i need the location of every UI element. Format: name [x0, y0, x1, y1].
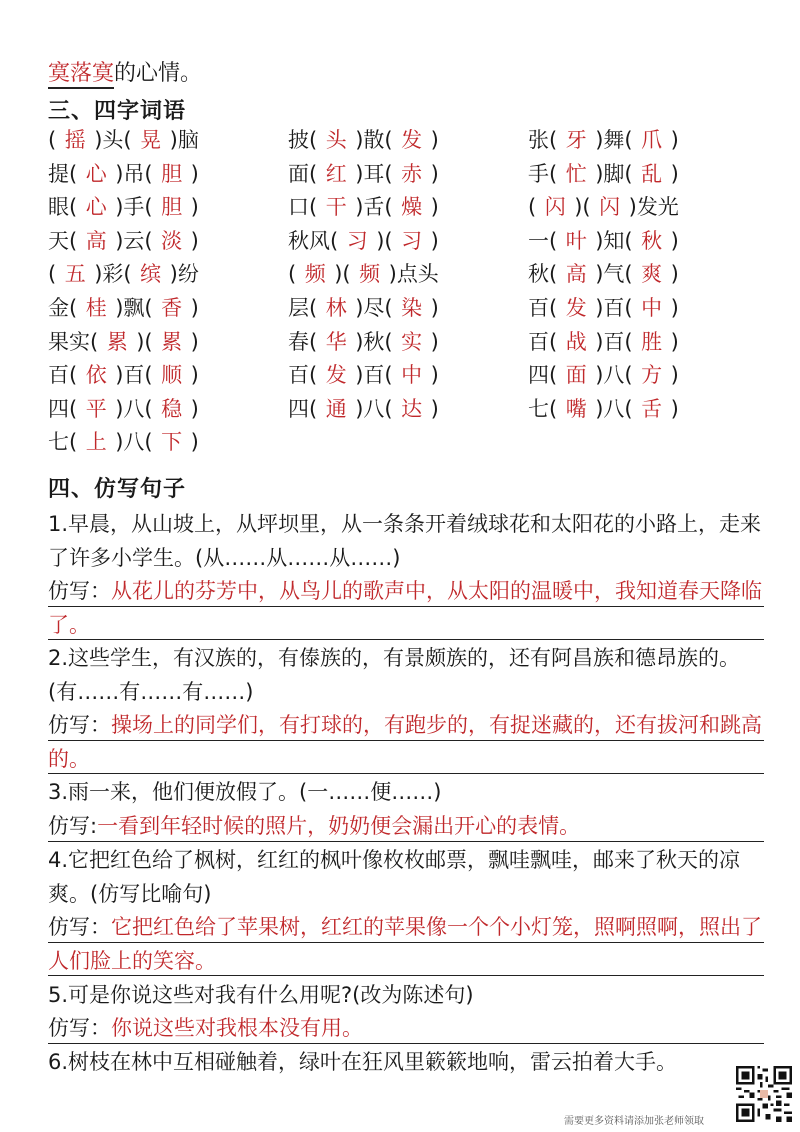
- paren: ): [595, 161, 604, 186]
- idiom-answer: 忙: [565, 161, 587, 186]
- idiom-item: [48, 191, 199, 221]
- idiom-text: 八: [363, 396, 385, 421]
- idiom-text: 果实: [48, 329, 90, 354]
- idiom-text: 百: [528, 295, 549, 320]
- idiom-answer: 稳: [161, 396, 183, 421]
- question-2: 2.这些学生，有汉族的，有傣族的，有景颇族的，还有阿昌族和德昂族的。(有……有……有……): [48, 646, 741, 704]
- paren: (: [624, 363, 633, 388]
- answer-label: 仿写:: [48, 814, 98, 838]
- idiom-item: [528, 191, 679, 221]
- idiom-answer: 胜: [641, 329, 663, 354]
- idiom-text: 八: [603, 363, 625, 388]
- idiom-item: [528, 158, 679, 188]
- idiom-answer: 面: [565, 363, 587, 388]
- answer-label: 仿写：: [48, 915, 111, 939]
- idiom-text: 彩: [102, 262, 124, 287]
- paren: (: [549, 396, 558, 421]
- paren: (: [384, 195, 393, 220]
- paren: (: [549, 161, 558, 186]
- paren: ): [94, 128, 103, 152]
- idiom-text: 散: [363, 128, 385, 152]
- paren: (: [384, 363, 393, 388]
- paren: (: [624, 329, 633, 354]
- idiom-grid: [48, 124, 768, 460]
- idiom-answer: 林: [325, 295, 347, 320]
- paren: ): [115, 161, 124, 186]
- idiom-answer: 中: [641, 295, 663, 320]
- answer-line: [48, 975, 764, 976]
- answer-label: 仿写：: [48, 579, 111, 603]
- idiom-answer: 淡: [161, 228, 183, 253]
- idiom-text: 一: [528, 228, 549, 253]
- idiom-text: 秋: [528, 262, 549, 287]
- idiom-answer: 胆: [161, 195, 183, 220]
- idiom-text: 百: [48, 363, 69, 388]
- paren: (: [624, 295, 633, 320]
- paren: (: [624, 228, 633, 253]
- paren: (: [384, 128, 393, 152]
- paren: ): [628, 195, 637, 220]
- idiom-text: 纷: [177, 262, 199, 287]
- idiom-text: 舞: [603, 128, 625, 152]
- question-5: 5.可是你说这些对我有什么用呢?(改为陈述句): [48, 983, 474, 1007]
- idiom-answer: 达: [401, 396, 423, 421]
- idiom-text: 点头: [396, 262, 439, 287]
- idiom-item: [528, 393, 679, 423]
- paren: (: [144, 195, 153, 220]
- answer-line: [48, 841, 764, 842]
- idiom-answer: 依: [85, 363, 107, 388]
- idiom-item: [288, 359, 439, 389]
- idiom-text: 秋: [363, 329, 385, 354]
- idiom-row: [48, 225, 768, 259]
- idiom-row: [48, 359, 768, 393]
- paren: (: [309, 128, 318, 152]
- paren: ): [430, 363, 439, 388]
- paren: (: [144, 228, 153, 253]
- answer-text: 一看到年轻时候的照片，奶奶便会漏出开心的表情。: [97, 814, 581, 838]
- question-6: 6.树枝在林中互相碰触着，绿叶在狂风里簌簌地响，雷云拍着大手。: [48, 1050, 678, 1074]
- idiom-answer: 舌: [641, 396, 663, 421]
- paren: ): [190, 161, 199, 186]
- idiom-text: 面: [288, 161, 309, 186]
- idiom-answer: 嘴: [565, 396, 587, 421]
- idiom-text: 秋风: [288, 228, 330, 253]
- idiom-answer: 摇: [64, 128, 86, 152]
- paren: ): [670, 363, 679, 388]
- idiom-item: [48, 225, 199, 255]
- idiom-answer: 累: [106, 329, 128, 354]
- idiom-item: [48, 393, 199, 423]
- idiom-text: 四: [288, 396, 309, 421]
- idiom-item: [288, 191, 439, 221]
- idiom-item: [48, 326, 199, 356]
- idiom-answer: 方: [641, 363, 663, 388]
- idiom-row: [48, 393, 768, 427]
- idiom-text: 口: [288, 195, 309, 220]
- carryover-answer: 寞落寞: [48, 61, 114, 89]
- paren: (: [69, 195, 78, 220]
- idiom-answer: 华: [325, 329, 347, 354]
- idiom-answer: 习: [401, 228, 423, 253]
- paren: (: [384, 295, 393, 320]
- paren: (: [384, 329, 393, 354]
- paren: ): [595, 329, 604, 354]
- paren: ): [670, 128, 679, 152]
- idiom-text: 飘: [123, 295, 145, 320]
- paren: (: [549, 363, 558, 388]
- paren: (: [549, 228, 558, 253]
- carryover-rest: 的心情。: [114, 61, 203, 86]
- paren: ): [595, 262, 604, 287]
- idiom-text: 披: [288, 128, 309, 152]
- idiom-answer: 频: [359, 262, 381, 287]
- paren: (: [48, 262, 57, 287]
- idiom-text: 手: [123, 195, 145, 220]
- paren: ): [190, 396, 199, 421]
- paren: (: [144, 161, 153, 186]
- idiom-text: 气: [603, 262, 625, 287]
- paren: ): [355, 161, 364, 186]
- idiom-item: [288, 326, 439, 356]
- paren: (: [288, 262, 297, 287]
- answer-3: [48, 810, 764, 844]
- paren: (: [384, 228, 393, 253]
- paren: ): [169, 262, 178, 287]
- paren: ): [430, 228, 439, 253]
- answer-text: 它把红色给了苹果树，红红的苹果像一个个小灯笼，照啊照啊，照出了人们脸上的笑容。: [48, 915, 762, 973]
- idiom-answer: 桂: [85, 295, 107, 320]
- paren: (: [528, 195, 537, 220]
- paren: (: [69, 228, 78, 253]
- idiom-item: [288, 225, 439, 255]
- idiom-answer: 中: [401, 363, 423, 388]
- idiom-answer: 牙: [565, 128, 587, 152]
- paren: (: [123, 262, 132, 287]
- idiom-answer: 赤: [401, 161, 423, 186]
- paren: (: [69, 161, 78, 186]
- idiom-text: 知: [603, 228, 625, 253]
- idiom-text: 春: [288, 329, 309, 354]
- idiom-answer: 香: [161, 295, 183, 320]
- idiom-answer: 五: [64, 262, 86, 287]
- idiom-item: [288, 393, 439, 423]
- idiom-item: [48, 292, 199, 322]
- paren: ): [190, 195, 199, 220]
- idiom-text: 头: [102, 128, 124, 152]
- idiom-item: [528, 124, 679, 154]
- answer-line: [48, 606, 764, 607]
- paren: (: [144, 430, 153, 455]
- idiom-text: 尽: [363, 295, 385, 320]
- idiom-answer: 秋: [641, 228, 663, 253]
- paren: ): [190, 228, 199, 253]
- paren: ): [430, 329, 439, 354]
- paren: ): [115, 363, 124, 388]
- paren: (: [309, 396, 318, 421]
- idiom-text: 八: [123, 430, 145, 455]
- paren: (: [309, 295, 318, 320]
- answer-text: 你说这些对我根本没有用。: [111, 1016, 363, 1040]
- idiom-answer: 叶: [565, 228, 587, 253]
- idiom-answer: 下: [161, 430, 183, 455]
- idiom-answer: 实: [401, 329, 423, 354]
- idiom-text: 百: [528, 329, 549, 354]
- paren: ): [115, 295, 124, 320]
- answer-label: 仿写：: [48, 713, 111, 737]
- paren: ): [595, 128, 604, 152]
- idiom-row: [48, 124, 768, 158]
- idiom-answer: 心: [85, 195, 107, 220]
- paren: (: [144, 363, 153, 388]
- idiom-answer: 发: [401, 128, 423, 152]
- idiom-answer: 晃: [140, 128, 162, 152]
- idiom-text: 天: [48, 228, 69, 253]
- paren: ): [94, 262, 103, 287]
- paren: (: [309, 161, 318, 186]
- idiom-answer: 爪: [641, 128, 663, 152]
- idiom-text: 提: [48, 161, 69, 186]
- idiom-answer: 缤: [140, 262, 162, 287]
- qr-code-icon: [736, 1066, 792, 1122]
- paren: (: [309, 363, 318, 388]
- idiom-answer: 红: [325, 161, 347, 186]
- paren: ): [670, 396, 679, 421]
- paren: ): [190, 430, 199, 455]
- paren: (: [624, 262, 633, 287]
- footer-note: 需要更多资料请添加张老师领取: [564, 1116, 704, 1127]
- idiom-text: 百: [288, 363, 309, 388]
- paren: ): [430, 161, 439, 186]
- paren: (: [69, 295, 78, 320]
- paren: ): [430, 195, 439, 220]
- paren: (: [69, 430, 78, 455]
- paren: ): [430, 396, 439, 421]
- answer-text: 操场上的同学们，有打球的，有跑步的，有捉迷藏的，还有拔河和跳高的。: [48, 713, 762, 771]
- paren: (: [549, 262, 558, 287]
- idiom-item: [48, 124, 199, 154]
- paren: (: [342, 262, 351, 287]
- paren: (: [549, 329, 558, 354]
- paren: ): [115, 396, 124, 421]
- paren: (: [48, 128, 57, 152]
- paren: ): [169, 128, 178, 152]
- idiom-item: [528, 326, 679, 356]
- idiom-item: [288, 258, 439, 288]
- paren: (: [69, 363, 78, 388]
- question-3: 3.雨一来，他们便放假了。(一……便……): [48, 780, 442, 804]
- question-4: 4.它把红色给了枫树，红红的枫叶像枚枚邮票，飘哇飘哇，邮来了秋天的凉爽。(仿写比喻句): [48, 848, 741, 906]
- idiom-row: [48, 191, 768, 225]
- idiom-text: 舌: [363, 195, 385, 220]
- idiom-row: [48, 258, 768, 292]
- idiom-item: [48, 158, 199, 188]
- section3-title: 三、四字词语: [48, 99, 187, 124]
- idiom-item: [528, 359, 679, 389]
- idiom-text: 云: [123, 228, 145, 253]
- idiom-answer: 爽: [641, 262, 663, 287]
- paren: ): [355, 295, 364, 320]
- idiom-text: 四: [48, 396, 69, 421]
- idiom-text: 八: [123, 396, 145, 421]
- idiom-answer: 平: [85, 396, 107, 421]
- idiom-row: [48, 158, 768, 192]
- idiom-text: 百: [603, 295, 625, 320]
- paren: (: [384, 396, 393, 421]
- paren: ): [670, 228, 679, 253]
- question-1: 1.早晨，从山坡上，从坪坝里，从一条条开着绒球花和太阳花的小路上，走来了许多小学生。(从……从……从……): [48, 512, 762, 570]
- paren: ): [355, 128, 364, 152]
- idiom-item: [48, 426, 199, 456]
- idiom-answer: 战: [565, 329, 587, 354]
- paren: ): [595, 228, 604, 253]
- idiom-text: 发光: [636, 195, 679, 220]
- paren: (: [330, 228, 339, 253]
- idiom-text: 四: [528, 363, 549, 388]
- idiom-answer: 头: [325, 128, 347, 152]
- idiom-text: 脑: [177, 128, 199, 152]
- idiom-text: 吊: [123, 161, 145, 186]
- paren: (: [384, 161, 393, 186]
- paren: ): [595, 363, 604, 388]
- paren: ): [595, 295, 604, 320]
- idiom-text: 百: [123, 363, 145, 388]
- idiom-item: [528, 225, 679, 255]
- paren: (: [549, 295, 558, 320]
- paren: ): [376, 228, 385, 253]
- paren: (: [549, 128, 558, 152]
- paren: ): [670, 161, 679, 186]
- paren: ): [190, 295, 199, 320]
- idiom-answer: 通: [325, 396, 347, 421]
- answer-line: [48, 773, 764, 774]
- idiom-answer: 燥: [401, 195, 423, 220]
- answer-line: [48, 1043, 764, 1044]
- paren: ): [190, 329, 199, 354]
- answer-label: 仿写：: [48, 1016, 111, 1040]
- idiom-item: [288, 158, 439, 188]
- answer-line: [48, 639, 764, 640]
- idiom-row: [48, 326, 768, 360]
- paren: (: [624, 161, 633, 186]
- idiom-answer: 乱: [641, 161, 663, 186]
- idiom-answer: 染: [401, 295, 423, 320]
- idiom-text: 眼: [48, 195, 69, 220]
- idiom-text: 百: [603, 329, 625, 354]
- idiom-answer: 心: [85, 161, 107, 186]
- idiom-answer: 闪: [599, 195, 621, 220]
- idiom-text: 手: [528, 161, 549, 186]
- idiom-answer: 顺: [161, 363, 183, 388]
- paren: ): [595, 396, 604, 421]
- answer-1: [48, 575, 764, 642]
- paren: (: [624, 396, 633, 421]
- idiom-text: 七: [48, 430, 69, 455]
- idiom-answer: 高: [85, 228, 107, 253]
- paren: ): [355, 363, 364, 388]
- idiom-answer: 上: [85, 430, 107, 455]
- paren: (: [582, 195, 591, 220]
- paren: ): [355, 329, 364, 354]
- paren: (: [309, 195, 318, 220]
- idiom-answer: 高: [565, 262, 587, 287]
- paren: (: [144, 396, 153, 421]
- idiom-answer: 累: [161, 329, 183, 354]
- idiom-answer: 闪: [544, 195, 566, 220]
- answer-line: [48, 740, 764, 741]
- paren: (: [90, 329, 99, 354]
- paren: (: [144, 295, 153, 320]
- answer-text: 从花儿的芬芳中，从鸟儿的歌声中，从太阳的温暖中，我知道春天降临了。: [48, 579, 762, 637]
- paren: (: [309, 329, 318, 354]
- idiom-text: 七: [528, 396, 549, 421]
- paren: ): [115, 228, 124, 253]
- paren: ): [190, 363, 199, 388]
- idiom-answer: 发: [565, 295, 587, 320]
- idiom-item: [528, 292, 679, 322]
- idiom-item: [288, 292, 439, 322]
- paren: ): [430, 295, 439, 320]
- idiom-item: [528, 258, 679, 288]
- idiom-row: [48, 292, 768, 326]
- paren: ): [355, 195, 364, 220]
- paren: ): [670, 262, 679, 287]
- idiom-text: 层: [288, 295, 309, 320]
- carryover-line: [48, 56, 202, 87]
- paren: (: [624, 128, 633, 152]
- idiom-text: 脚: [603, 161, 625, 186]
- idiom-item: [48, 359, 199, 389]
- paren: ): [388, 262, 397, 287]
- idiom-answer: 频: [304, 262, 326, 287]
- paren: (: [69, 396, 78, 421]
- paren: (: [123, 128, 132, 152]
- idiom-text: 耳: [363, 161, 385, 186]
- idiom-item: [48, 258, 199, 288]
- idiom-answer: 习: [346, 228, 368, 253]
- section4-title: 四、仿写句子: [48, 477, 187, 502]
- paren: ): [670, 295, 679, 320]
- answer-5: [48, 1012, 764, 1046]
- idiom-text: 金: [48, 295, 69, 320]
- answer-2: [48, 709, 764, 776]
- paren: ): [355, 396, 364, 421]
- idiom-answer: 胆: [161, 161, 183, 186]
- idiom-text: 百: [363, 363, 385, 388]
- paren: ): [115, 430, 124, 455]
- idiom-text: 八: [603, 396, 625, 421]
- paren: ): [430, 128, 439, 152]
- idiom-row: [48, 426, 768, 460]
- idiom-text: 张: [528, 128, 549, 152]
- paren: ): [670, 329, 679, 354]
- answer-line: [48, 942, 764, 943]
- idiom-item: [288, 124, 439, 154]
- paren: (: [144, 329, 153, 354]
- paren: ): [115, 195, 124, 220]
- answer-4: [48, 911, 764, 978]
- idiom-answer: 干: [325, 195, 347, 220]
- paren: ): [136, 329, 145, 354]
- paren: ): [334, 262, 343, 287]
- paren: ): [574, 195, 583, 220]
- idiom-answer: 发: [325, 363, 347, 388]
